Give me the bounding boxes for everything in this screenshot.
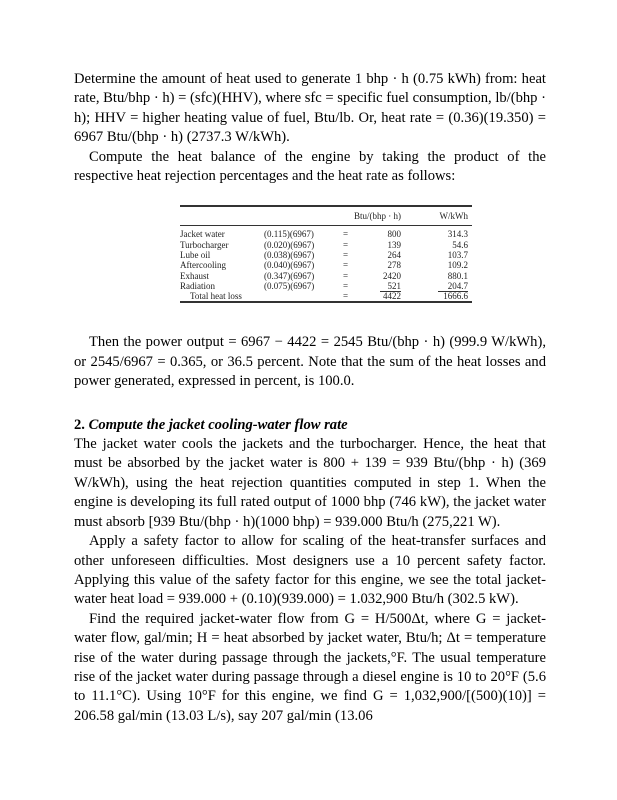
heat-balance-table-wrapper <box>74 205 546 313</box>
paragraph-jacket-water-heat: The jacket water cools the jackets and the turbocharger. Hence, the heat that must be absorbed by the jacket water is 800 + 139 = 939 Btu/(bhp · h) (369 W/kWh), using the heat rejection quantities computed in step 1. When the engine is developing its full rated output of 1000 bhp (746 kW), the jacket water must absorb [939 Btu/(bhp · h)(1000 bhp) = 939.000 Btu/h (275,221 W). <box>74 436 546 530</box>
total-label: Total heat loss <box>190 291 242 302</box>
row-expression: (0.347)(6967) <box>264 270 315 281</box>
total-wkwh-value: 1666.6 <box>443 291 468 302</box>
row-btu-value: 139 <box>387 239 401 250</box>
row-expression: (0.040)(6967) <box>264 260 315 271</box>
section-title: Compute the jacket cooling-water flow rate <box>88 416 348 433</box>
row-label: Aftercooling <box>180 260 226 271</box>
row-btu-value: 800 <box>387 229 401 240</box>
paragraph-power-output: Then the power output = 6967 − 4422 = 2545 Btu/(bhp · h) (999.9 W/kWh), or 2545/6967 = 0.365, or 36.5 percent. Note that the sum of the heat losses and power generated, expressed in percent, is 100.0. <box>74 334 546 390</box>
row-expression: (0.020)(6967) <box>264 239 315 250</box>
row-equals: = <box>343 250 349 261</box>
paragraph-flow-rate: Find the required jacket-water flow from G = H/500Δt, where G = jacket-water flow, gal/min; H = heat absorbed by jacket water, Btu/h; Δt = temperature rise of the water during passage through the jackets,°F. The usual temperature rise of the jacket water during passage through a diesel engine is 10 to 20°F (5.6 to 11.1°C). Using 10°F for this engine, we find G = 1,032,900/[(500)(10)] = 206.58 gal/min (13.03 L/s), say 207 gal/min (13.06 <box>74 610 546 724</box>
row-equals: = <box>343 229 349 240</box>
total-btu-value: 4422 <box>383 291 401 302</box>
row-label: Lube oil <box>180 250 211 261</box>
row-label: Exhaust <box>180 270 209 281</box>
row-btu-value: 264 <box>387 250 401 261</box>
row-expression: (0.075)(6967) <box>264 280 315 291</box>
row-equals: = <box>343 239 349 250</box>
total-equals: = <box>343 291 349 302</box>
row-equals: = <box>343 260 349 271</box>
row-wkwh-value: 103.7 <box>447 250 468 261</box>
row-btu-value: 2420 <box>383 270 401 281</box>
document-page <box>74 70 546 726</box>
row-btu-value: 521 <box>387 280 401 291</box>
row-wkwh-value: 109.2 <box>447 260 468 271</box>
row-label: Radiation <box>180 280 215 291</box>
row-wkwh-value: 880.1 <box>447 270 468 281</box>
section-number: 2. <box>74 416 85 433</box>
section-heading-jacket-flow <box>74 416 546 435</box>
row-equals: = <box>343 280 349 291</box>
row-label: Jacket water <box>180 229 225 240</box>
header-btu: Btu/(bhp · h) <box>354 211 401 222</box>
row-wkwh-value: 54.6 <box>452 239 468 250</box>
row-label: Turbocharger <box>180 239 229 250</box>
row-expression: (0.038)(6967) <box>264 250 315 261</box>
paragraph-safety-factor: Apply a safety factor to allow for scaling of the heat-transfer surfaces and other unforeseen difficulties. Most designers use a 10 percent safety factor. Applying this value of the safety factor for this engine, we see the total jacket-water heat load = 939.000 + (0.10)(939.000) = 1.032,900 Btu/h (302.5 kW). <box>74 533 546 608</box>
row-wkwh-value: 314.3 <box>447 229 468 240</box>
paragraph-heat-balance-intro: Compute the heat balance of the engine by taking the product of the respective heat rejection percentages and the heat rate as follows: <box>74 148 546 185</box>
table-top-rule <box>180 205 472 206</box>
row-wkwh-value: 204.7 <box>447 280 468 291</box>
row-equals: = <box>343 270 349 281</box>
paragraph-heat-rate: Determine the amount of heat used to generate 1 bhp · h (0.75 kWh) from: heat rate, Btu/bhp · h) = (sfc)(HHV), where sfc = specific fuel consumption, lb/(bhp · h); HHV = higher heating value of fuel, Btu/lb. Or, heat rate = (0.36)(19.350) = 6967 Btu/(bhp · h) (2737.3 W/kWh). <box>74 71 546 146</box>
row-expression: (0.115)(6967) <box>264 229 314 240</box>
header-wkwh: W/kWh <box>439 211 468 222</box>
table-header-rule <box>180 225 472 226</box>
row-btu-value: 278 <box>387 260 401 271</box>
